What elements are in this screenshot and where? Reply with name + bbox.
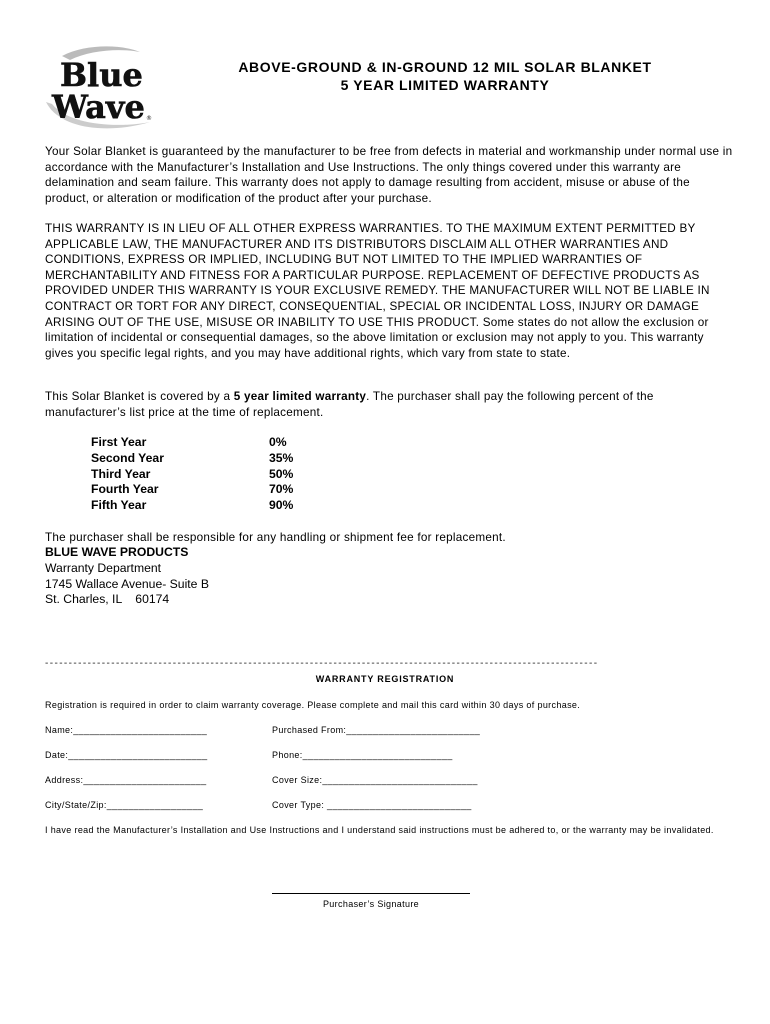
cover-size-field[interactable]: Cover Size:_____________________________ (272, 775, 478, 785)
acknowledgement-text: I have read the Manufacturer’s Installation and Use Instructions and I understand said instructions must be adhered to, or the warranty may be invalidated. (45, 825, 714, 835)
company-address (45, 545, 209, 608)
title-line-1: ABOVE-GROUND & IN-GROUND 12 MIL SOLAR BLANKET (238, 59, 652, 75)
schedule-row (91, 467, 293, 483)
para3-before: This Solar Blanket is covered by a (45, 390, 234, 403)
para3-bold: 5 year limited warranty (233, 390, 367, 403)
warranty-paragraph-3 (45, 389, 735, 420)
signature-line[interactable] (272, 893, 470, 894)
svg-text:®: ® (146, 115, 152, 122)
registration-info: Registration is required in order to claim warranty coverage. Please complete and mail this card within 30 days of purchase. (45, 700, 581, 710)
para3-after: . The purchaser shall pay the following percent of the manufacturer’s list price at the time of replacement. (45, 390, 654, 419)
cover-type-field[interactable]: Cover Type: ___________________________ (272, 800, 472, 810)
schedule-percent: 90% (269, 498, 294, 513)
schedule-year: Fifth Year (91, 498, 147, 513)
schedule-year: Third Year (91, 466, 151, 481)
company-name: BLUE WAVE PRODUCTS (45, 545, 189, 559)
cut-line-separator: --------------------------------------------------------------------------------------------------------------------- (45, 658, 599, 669)
name-field[interactable]: Name:_________________________ (45, 725, 208, 735)
phone-field[interactable]: Phone:____________________________ (272, 750, 453, 760)
payment-schedule (91, 435, 293, 514)
warranty-paragraph-2: THIS WARRANTY IS IN LIEU OF ALL OTHER EXPRESS WARRANTIES. TO THE MAXIMUM EXTENT PERMITTED BY APPLICABLE LAW, THE MANUFACTURER AND ITS DISTRIBUTORS DISCLAIM ALL OTHER WARRANTIES AND CONDITIONS, EXPRESS OR IMPLIED, INCLUDING BUT NOT LIMITED TO THE IMPLIED WARRANTIES OF MERCHANTABILITY AND FITNESS FOR A PARTICULAR PURPOSE. REPLACEMENT OF DEFECTIVE PRODUCTS AS PROVIDED UNDER THIS WARRANTY IS YOUR EXCLUSIVE REMEDY. THE MANUFACTURER WILL NOT BE LIABLE IN CONTRACT OR TORT FOR ANY DIRECT, CONSEQUENTIAL, SPECIAL OR INCIDENTAL LOSS, INJURY OR DAMAGE ARISING OUT OF THE USE, MISUSE OR INABILITY TO USE THIS PRODUCT. Some states do not allow the exclusion or limitation of incidental or consequential damages, so the above limitation or exclusion may not apply to you. This warranty gives you specific legal rights, and you may have additional rights, which vary from state to state. (45, 222, 710, 360)
signature-label: Purchaser’s Signature (322, 899, 420, 909)
handling-fee-note: The purchaser shall be responsible for any handling or shipment fee for replacement. (45, 531, 506, 544)
schedule-row (91, 482, 293, 498)
schedule-year: Second Year (91, 450, 164, 465)
schedule-percent: 50% (269, 466, 294, 481)
warranty-paragraph-1: Your Solar Blanket is guaranteed by the manufacturer to be free from defects in material and workmanship under normal use in accordance with the Manufacturer’s Installation and Use Instructions. The only things covered under this warranty are delamination and seam failure. This warranty does not apply to damage resulting from accident, misuse or abuse of the product, or alteration or modification of the product after your purchase. (45, 145, 733, 205)
schedule-row (91, 498, 293, 514)
schedule-percent: 0% (269, 435, 287, 449)
blue-wave-logo (40, 42, 158, 134)
date-field[interactable]: Date:__________________________ (45, 750, 208, 760)
purchased-from-field[interactable]: Purchased From:_________________________ (272, 725, 481, 735)
document-title (200, 58, 690, 94)
address-street: 1745 Wallace Avenue- Suite B (45, 576, 209, 591)
address-city: St. Charles, IL 60174 (45, 592, 170, 607)
schedule-year: Fourth Year (91, 482, 159, 497)
city-state-zip-field[interactable]: City/State/Zip:__________________ (45, 800, 204, 810)
address-field[interactable]: Address:_______________________ (45, 775, 207, 785)
schedule-year: First Year (91, 435, 147, 449)
registration-title: WARRANTY REGISTRATION (315, 674, 455, 684)
schedule-row (91, 451, 293, 467)
svg-text:Blue: Blue (60, 56, 143, 94)
address-dept: Warranty Department (45, 560, 162, 575)
schedule-percent: 35% (269, 450, 294, 465)
schedule-percent: 70% (269, 482, 294, 497)
title-line-2: 5 YEAR LIMITED WARRANTY (340, 77, 550, 93)
svg-text:Wave: Wave (52, 88, 145, 126)
schedule-row (91, 435, 293, 451)
